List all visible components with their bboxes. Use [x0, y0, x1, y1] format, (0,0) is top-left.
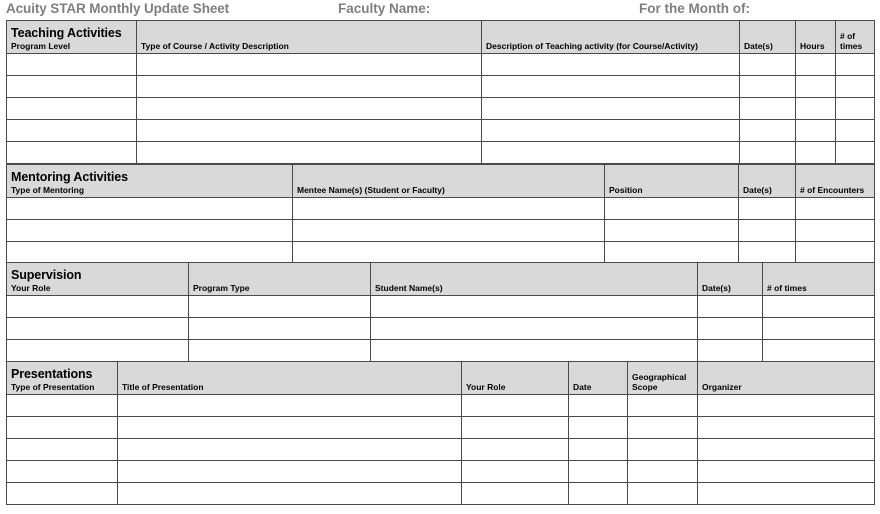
teaching-col-num-times: # of times [840, 31, 863, 51]
presentations-cell-title[interactable] [118, 439, 462, 461]
teaching-cell-type-of-course[interactable] [137, 54, 482, 76]
supervision-col-your-role: Your Role [11, 283, 51, 293]
presentations-cell-title[interactable] [118, 483, 462, 505]
presentations-cell-your-role[interactable] [462, 417, 569, 439]
mentoring-cell-type[interactable] [7, 242, 293, 264]
presentations-cell-organizer[interactable] [698, 461, 875, 483]
presentations-cell-your-role[interactable] [462, 395, 569, 417]
faculty-name-label: Faculty Name: [338, 1, 431, 16]
presentations-cell-geo-scope[interactable] [628, 417, 698, 439]
teaching-cell-hours[interactable] [796, 76, 836, 98]
month-label: For the Month of: [639, 1, 750, 16]
mentoring-header-row [7, 165, 875, 198]
table-row[interactable] [7, 98, 875, 120]
supervision-cell-num-times[interactable] [763, 318, 875, 340]
teaching-col-hours: Hours [800, 41, 825, 51]
supervision-cell-num-times[interactable] [763, 340, 875, 362]
mentoring-cell-dates[interactable] [739, 220, 796, 242]
mentoring-col-dates: Date(s) [743, 185, 772, 195]
teaching-cell-description[interactable] [482, 142, 740, 164]
supervision-cell-student-names[interactable] [371, 318, 698, 340]
mentoring-cell-type[interactable] [7, 220, 293, 242]
presentations-cell-date[interactable] [569, 439, 628, 461]
mentoring-cell-dates[interactable] [739, 242, 796, 264]
presentations-cell-organizer[interactable] [698, 395, 875, 417]
teaching-cell-hours[interactable] [796, 142, 836, 164]
table-row[interactable] [7, 417, 875, 439]
supervision-cell-program-type[interactable] [189, 296, 371, 318]
teaching-cell-dates[interactable] [740, 98, 796, 120]
teaching-cell-description[interactable] [482, 98, 740, 120]
supervision-cell-your-role[interactable] [7, 296, 189, 318]
teaching-cell-type-of-course[interactable] [137, 76, 482, 98]
presentations-section-title: Presentations [11, 367, 93, 381]
mentoring-col-type: Type of Mentoring [11, 185, 85, 195]
teaching-cell-num-times[interactable] [836, 142, 875, 164]
presentations-cell-geo-scope[interactable] [628, 483, 698, 505]
supervision-cell-dates[interactable] [698, 296, 763, 318]
teaching-section-title-cell [7, 21, 137, 54]
supervision-section-title: Supervision [11, 268, 82, 282]
teaching-cell-type-of-course[interactable] [137, 120, 482, 142]
presentations-col-title: Title of Presentation [122, 382, 204, 392]
presentations-col-title-cell [118, 362, 462, 395]
mentoring-cell-dates[interactable] [739, 198, 796, 220]
presentations-cell-type[interactable] [7, 417, 118, 439]
teaching-cell-num-times[interactable] [836, 76, 875, 98]
presentations-cell-date[interactable] [569, 417, 628, 439]
page-title: Acuity STAR Monthly Update Sheet [6, 1, 230, 16]
teaching-cell-hours[interactable] [796, 54, 836, 76]
table-row[interactable] [7, 296, 875, 318]
presentations-cell-date[interactable] [569, 395, 628, 417]
teaching-cell-dates[interactable] [740, 120, 796, 142]
mentoring-activities-table [6, 164, 875, 264]
mentoring-col-encounters-cell [796, 165, 875, 198]
teaching-header-row [7, 21, 875, 54]
mentoring-col-encounters: # of Encounters [800, 185, 865, 195]
teaching-col-type-of-course: Type of Course / Activity Description [141, 41, 289, 51]
teaching-col-program-level: Program Level [11, 41, 71, 51]
supervision-col-student-names-cell [371, 263, 698, 296]
presentations-cell-type[interactable] [7, 461, 118, 483]
presentations-cell-geo-scope[interactable] [628, 395, 698, 417]
supervision-col-num-times: # of times [767, 283, 807, 293]
table-row[interactable] [7, 220, 875, 242]
presentations-cell-your-role[interactable] [462, 461, 569, 483]
presentations-cell-geo-scope[interactable] [628, 439, 698, 461]
supervision-cell-dates[interactable] [698, 340, 763, 362]
supervision-col-dates-cell [698, 263, 763, 296]
teaching-cell-num-times[interactable] [836, 54, 875, 76]
presentations-cell-title[interactable] [118, 461, 462, 483]
supervision-cell-num-times[interactable] [763, 296, 875, 318]
table-row[interactable] [7, 120, 875, 142]
supervision-col-program-type: Program Type [193, 283, 250, 293]
presentations-header-row [7, 362, 875, 395]
supervision-table [6, 262, 875, 362]
presentations-cell-date[interactable] [569, 483, 628, 505]
teaching-cell-dates[interactable] [740, 76, 796, 98]
presentations-cell-geo-scope[interactable] [628, 461, 698, 483]
teaching-cell-dates[interactable] [740, 142, 796, 164]
mentoring-col-mentee-names-cell [293, 165, 605, 198]
document-header [0, 0, 880, 20]
mentoring-cell-mentee-names[interactable] [293, 198, 605, 220]
supervision-cell-your-role[interactable] [7, 340, 189, 362]
presentations-col-date: Date [573, 382, 592, 392]
supervision-col-student-names: Student Name(s) [375, 283, 443, 293]
table-row[interactable] [7, 318, 875, 340]
teaching-cell-num-times[interactable] [836, 98, 875, 120]
presentations-cell-organizer[interactable] [698, 483, 875, 505]
presentations-col-date-cell [569, 362, 628, 395]
table-row[interactable] [7, 76, 875, 98]
presentations-col-type: Type of Presentation [11, 382, 95, 392]
presentations-col-your-role: Your Role [466, 382, 506, 392]
presentations-col-organizer-cell [698, 362, 875, 395]
teaching-cell-type-of-course[interactable] [137, 98, 482, 120]
supervision-col-program-type-cell [189, 263, 371, 296]
teaching-cell-dates[interactable] [740, 54, 796, 76]
mentoring-cell-mentee-names[interactable] [293, 242, 605, 264]
mentoring-col-position-cell [605, 165, 739, 198]
teaching-col-hours-cell [796, 21, 836, 54]
mentoring-section-title: Mentoring Activities [11, 170, 128, 184]
presentations-table [6, 361, 875, 505]
presentations-col-geo-scope-cell [628, 362, 698, 395]
table-row[interactable] [7, 198, 875, 220]
supervision-col-num-times-cell [763, 263, 875, 296]
teaching-col-description: Description of Teaching activity (for Course/Activity) [486, 41, 698, 51]
mentoring-col-position: Position [609, 185, 643, 195]
presentations-cell-date[interactable] [569, 461, 628, 483]
presentations-cell-organizer[interactable] [698, 417, 875, 439]
teaching-cell-program-level[interactable] [7, 142, 137, 164]
mentoring-col-mentee-names: Mentee Name(s) (Student or Faculty) [297, 185, 445, 195]
teaching-col-dates-cell [740, 21, 796, 54]
teaching-cell-program-level[interactable] [7, 98, 137, 120]
table-row[interactable] [7, 461, 875, 483]
mentoring-cell-encounters[interactable] [796, 242, 875, 264]
presentations-col-your-role-cell [462, 362, 569, 395]
presentations-cell-title[interactable] [118, 395, 462, 417]
presentations-col-organizer: Organizer [702, 382, 742, 392]
teaching-cell-hours[interactable] [796, 98, 836, 120]
teaching-cell-program-level[interactable] [7, 54, 137, 76]
table-row[interactable] [7, 395, 875, 417]
supervision-cell-your-role[interactable] [7, 318, 189, 340]
teaching-cell-num-times[interactable] [836, 120, 875, 142]
presentations-col-geo-scope: Geographical Scope [632, 372, 687, 392]
presentations-cell-type[interactable] [7, 395, 118, 417]
table-row[interactable] [7, 242, 875, 264]
table-row[interactable] [7, 54, 875, 76]
supervision-col-dates: Date(s) [702, 283, 731, 293]
teaching-col-num-times-cell [836, 21, 875, 54]
teaching-cell-description[interactable] [482, 54, 740, 76]
mentoring-cell-position[interactable] [605, 220, 739, 242]
mentoring-cell-mentee-names[interactable] [293, 220, 605, 242]
teaching-cell-description[interactable] [482, 120, 740, 142]
supervision-cell-program-type[interactable] [189, 340, 371, 362]
table-row[interactable] [7, 142, 875, 164]
teaching-cell-hours[interactable] [796, 120, 836, 142]
teaching-col-description-cell [482, 21, 740, 54]
table-row[interactable] [7, 483, 875, 505]
presentations-section-title-cell [7, 362, 118, 395]
teaching-col-dates: Date(s) [744, 41, 773, 51]
presentations-cell-type[interactable] [7, 483, 118, 505]
mentoring-section-title-cell [7, 165, 293, 198]
teaching-activities-table [6, 20, 875, 164]
presentations-cell-type[interactable] [7, 439, 118, 461]
table-row[interactable] [7, 340, 875, 362]
mentoring-cell-type[interactable] [7, 198, 293, 220]
presentations-cell-title[interactable] [118, 417, 462, 439]
teaching-cell-program-level[interactable] [7, 120, 137, 142]
supervision-cell-dates[interactable] [698, 318, 763, 340]
mentoring-cell-encounters[interactable] [796, 220, 875, 242]
teaching-section-title: Teaching Activities [11, 26, 122, 40]
mentoring-cell-position[interactable] [605, 198, 739, 220]
teaching-cell-type-of-course[interactable] [137, 142, 482, 164]
teaching-col-type-of-course-cell [137, 21, 482, 54]
teaching-cell-program-level[interactable] [7, 76, 137, 98]
mentoring-cell-position[interactable] [605, 242, 739, 264]
presentations-cell-your-role[interactable] [462, 483, 569, 505]
mentoring-col-dates-cell [739, 165, 796, 198]
supervision-cell-student-names[interactable] [371, 340, 698, 362]
presentations-cell-your-role[interactable] [462, 439, 569, 461]
supervision-section-title-cell [7, 263, 189, 296]
supervision-cell-student-names[interactable] [371, 296, 698, 318]
mentoring-cell-encounters[interactable] [796, 198, 875, 220]
supervision-header-row [7, 263, 875, 296]
presentations-cell-organizer[interactable] [698, 439, 875, 461]
table-row[interactable] [7, 439, 875, 461]
supervision-cell-program-type[interactable] [189, 318, 371, 340]
teaching-cell-description[interactable] [482, 76, 740, 98]
